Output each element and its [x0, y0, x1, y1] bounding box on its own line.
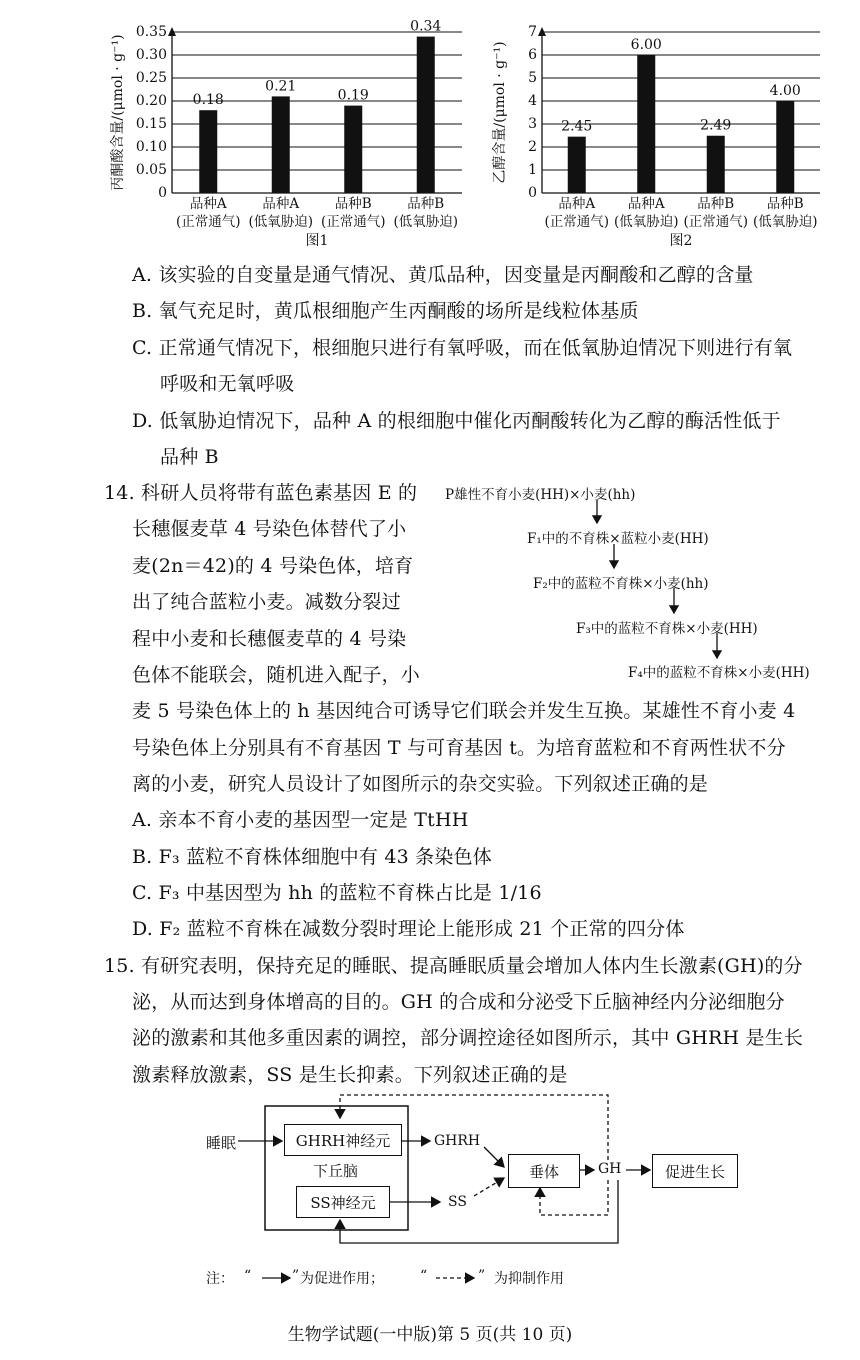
bar [568, 137, 586, 193]
promote-growth-label: 促进生长 [664, 1162, 725, 1181]
y-tick-label: 3 [528, 116, 537, 132]
x-tick-sublabel: (低氧胁迫) [248, 214, 314, 230]
x-tick-label: 品种A [627, 196, 665, 212]
y-tick-label: 0 [528, 185, 537, 201]
flow-step-f4: F₄中的蓝粒不育株×小麦(HH) [628, 665, 810, 681]
q14-option-b: B. F₃ 蓝粒不育株体细胞中有 43 条染色体 [132, 846, 492, 868]
q14-stem-line9: 离的小麦，研究人员设计了如图所示的杂交实验。下列叙述正确的是 [132, 773, 709, 795]
note-open-quote-1: “ [244, 1268, 252, 1284]
q13-option-a: A. 该实验的自变量是通气情况、黄瓜品种，因变量是丙酮酸和乙醇的含量 [132, 264, 754, 286]
x-tick-sublabel: (正常通气) [544, 214, 610, 230]
q14-stem-line1: 14. 科研人员将带有蓝色素基因 E 的 [104, 482, 418, 504]
y-tick-label: 0.20 [135, 93, 167, 109]
q14-stem-line8: 号染色体上分别具有不育基因 T 与可育基因 t。为培育蓝粒和不育两性状不分 [132, 737, 786, 759]
q15-stem-line3: 泌的激素和其他多重因素的调控，部分调控途径如图所示，其中 GHRH 是生长 [132, 1027, 804, 1049]
data-label: 2.45 [561, 118, 593, 135]
x-tick-label: 品种A [262, 196, 300, 212]
data-label: 2.49 [700, 117, 732, 134]
note-close-quote-2: ” [478, 1268, 486, 1284]
figure-caption: 图2 [669, 233, 693, 249]
x-tick-sublabel: (低氧胁迫) [393, 214, 459, 230]
data-label: 0.21 [265, 78, 297, 95]
x-tick-sublabel: (正常通气) [320, 214, 386, 230]
pituitary-box [508, 1154, 580, 1188]
bar [776, 101, 794, 193]
q14-stem-line4: 出了纯合蓝粒小麦。减数分裂过 [132, 591, 401, 613]
hypothalamus-label: 下丘脑 [313, 1162, 359, 1180]
flow-arrows [440, 480, 860, 680]
q14-option-a: A. 亲本不育小麦的基因型一定是 TtHH [132, 809, 469, 831]
figure-caption: 图1 [305, 233, 329, 249]
q14-stem-line7: 麦 5 号染色体上的 h 基因纯合可诱导它们联会并发生互换。某雄性不育小麦 4 [132, 700, 796, 722]
q14-stem-line3: 麦(2n＝42)的 4 号染色体，培育 [132, 555, 414, 577]
q13-option-c-line1: C. 正常通气情况下，根细胞只进行有氧呼吸，而在低氧胁迫情况下则进行有氧 [132, 337, 793, 359]
x-tick-label: 品种B [407, 196, 445, 212]
x-tick-sublabel: (低氧胁迫) [752, 214, 818, 230]
data-label: 0.19 [337, 87, 369, 104]
y-tick-label: 5 [528, 70, 537, 86]
bar [707, 136, 725, 193]
gh-label: GH [598, 1161, 622, 1177]
y-tick-label: 0.10 [135, 139, 167, 155]
y-tick-label: 0.05 [135, 162, 167, 178]
x-tick-label: 品种A [189, 196, 227, 212]
y-tick-label: 0.15 [135, 116, 167, 132]
note-close-quote-1: ” [292, 1268, 300, 1284]
data-label: 0.18 [192, 92, 224, 109]
chart-figure-2 [490, 12, 850, 260]
y-tick-label: 0.30 [135, 47, 167, 63]
q14-option-d: D. F₂ 蓝粒不育株在减数分裂时理论上能形成 21 个正常的四分体 [132, 918, 685, 940]
y-tick-label: 0.25 [135, 70, 167, 86]
sleep-label: 睡眠 [206, 1134, 237, 1152]
q14-stem-line2: 长穗偃麦草 4 号染色体替代了小 [132, 518, 407, 540]
q13-option-d-line2: 品种 B [160, 446, 219, 468]
x-tick-label: 品种B [334, 196, 372, 212]
bar [344, 106, 362, 193]
x-tick-sublabel: (正常通气) [175, 214, 241, 230]
bar [417, 37, 435, 193]
note-open-quote-2: “ [420, 1268, 428, 1284]
x-tick-label: 品种B [766, 196, 804, 212]
q15-stem-line4: 激素释放激素，SS 是生长抑素。下列叙述正确的是 [132, 1064, 568, 1086]
x-tick-sublabel: (低氧胁迫) [613, 214, 679, 230]
flow-step-f1: F₁中的不育株×蓝粒小麦(HH) [527, 531, 709, 547]
q13-option-c-line2: 呼吸和无氧呼吸 [160, 373, 295, 395]
ghrh-hormone-label: GHRH [434, 1133, 481, 1149]
bar [272, 96, 290, 193]
ghrh-neuron-box [284, 1124, 402, 1156]
y-tick-label: 0.35 [135, 24, 167, 40]
ss-neuron-label: SS神经元 [310, 1193, 376, 1212]
x-tick-label: 品种B [697, 196, 735, 212]
chart-figure-1 [100, 12, 480, 260]
bar [199, 110, 217, 193]
note-inhibit-text: 为抑制作用 [494, 1271, 564, 1287]
diagram-connectors [190, 1090, 750, 1290]
q14-stem-line5: 程中小麦和长穗偃麦草的 4 号染 [132, 628, 407, 650]
page-footer: 生物学试题(一中版)第 5 页(共 10 页) [287, 1325, 573, 1345]
ethanol-chart [490, 12, 850, 260]
flow-step-p: P雄性不育小麦(HH)×小麦(hh) [445, 487, 636, 503]
x-tick-label: 品种A [558, 196, 596, 212]
bar [637, 55, 655, 193]
q13-option-b: B. 氧气充足时，黄瓜根细胞产生丙酮酸的场所是线粒体基质 [132, 300, 639, 322]
y-axis-label: 乙醇含量/(μmol · g⁻¹) [492, 41, 508, 184]
y-axis-label: 丙酮酸含量/(μmol · g⁻¹) [110, 34, 126, 191]
pituitary-label: 垂体 [528, 1162, 559, 1181]
y-tick-label: 4 [528, 93, 537, 109]
note-promote-text: 为促进作用； [300, 1271, 384, 1287]
data-label: 0.34 [410, 18, 442, 35]
y-tick-label: 6 [528, 47, 537, 63]
q14-option-c: C. F₃ 中基因型为 hh 的蓝粒不育株占比是 1/16 [132, 882, 542, 904]
q15-stem-line2: 泌，从而达到身体增高的目的。GH 的合成和分泌受下丘脑神经内分泌细胞分 [132, 991, 785, 1013]
pyruvate-chart [100, 12, 480, 260]
flow-step-f2: F₂中的蓝粒不育株×小麦(hh) [533, 576, 709, 592]
ghrh-neuron-label: GHRH神经元 [295, 1131, 391, 1150]
ss-hormone-label: SS [448, 1194, 467, 1210]
y-tick-label: 1 [528, 162, 537, 178]
data-label: 4.00 [769, 83, 801, 99]
promote-growth-box [652, 1154, 738, 1188]
flow-step-f3: F₃中的蓝粒不育株×小麦(HH) [576, 621, 758, 637]
q15-stem-line1: 15. 有研究表明，保持充足的睡眠、提高睡眠质量会增加人体内生长激素(GH)的分 [104, 955, 803, 977]
y-tick-label: 2 [528, 139, 537, 155]
y-tick-label: 0 [158, 185, 167, 201]
ss-neuron-box [296, 1186, 390, 1218]
note-prefix: 注： [206, 1271, 234, 1287]
q13-option-d-line1: D. 低氧胁迫情况下，品种 A 的根细胞中催化丙酮酸转化为乙醇的酶活性低于 [132, 410, 781, 432]
y-tick-label: 7 [528, 24, 537, 40]
q14-stem-line6: 色体不能联会，随机进入配子，小 [132, 664, 421, 686]
data-label: 6.00 [630, 37, 662, 53]
x-tick-sublabel: (正常通气) [683, 214, 749, 230]
